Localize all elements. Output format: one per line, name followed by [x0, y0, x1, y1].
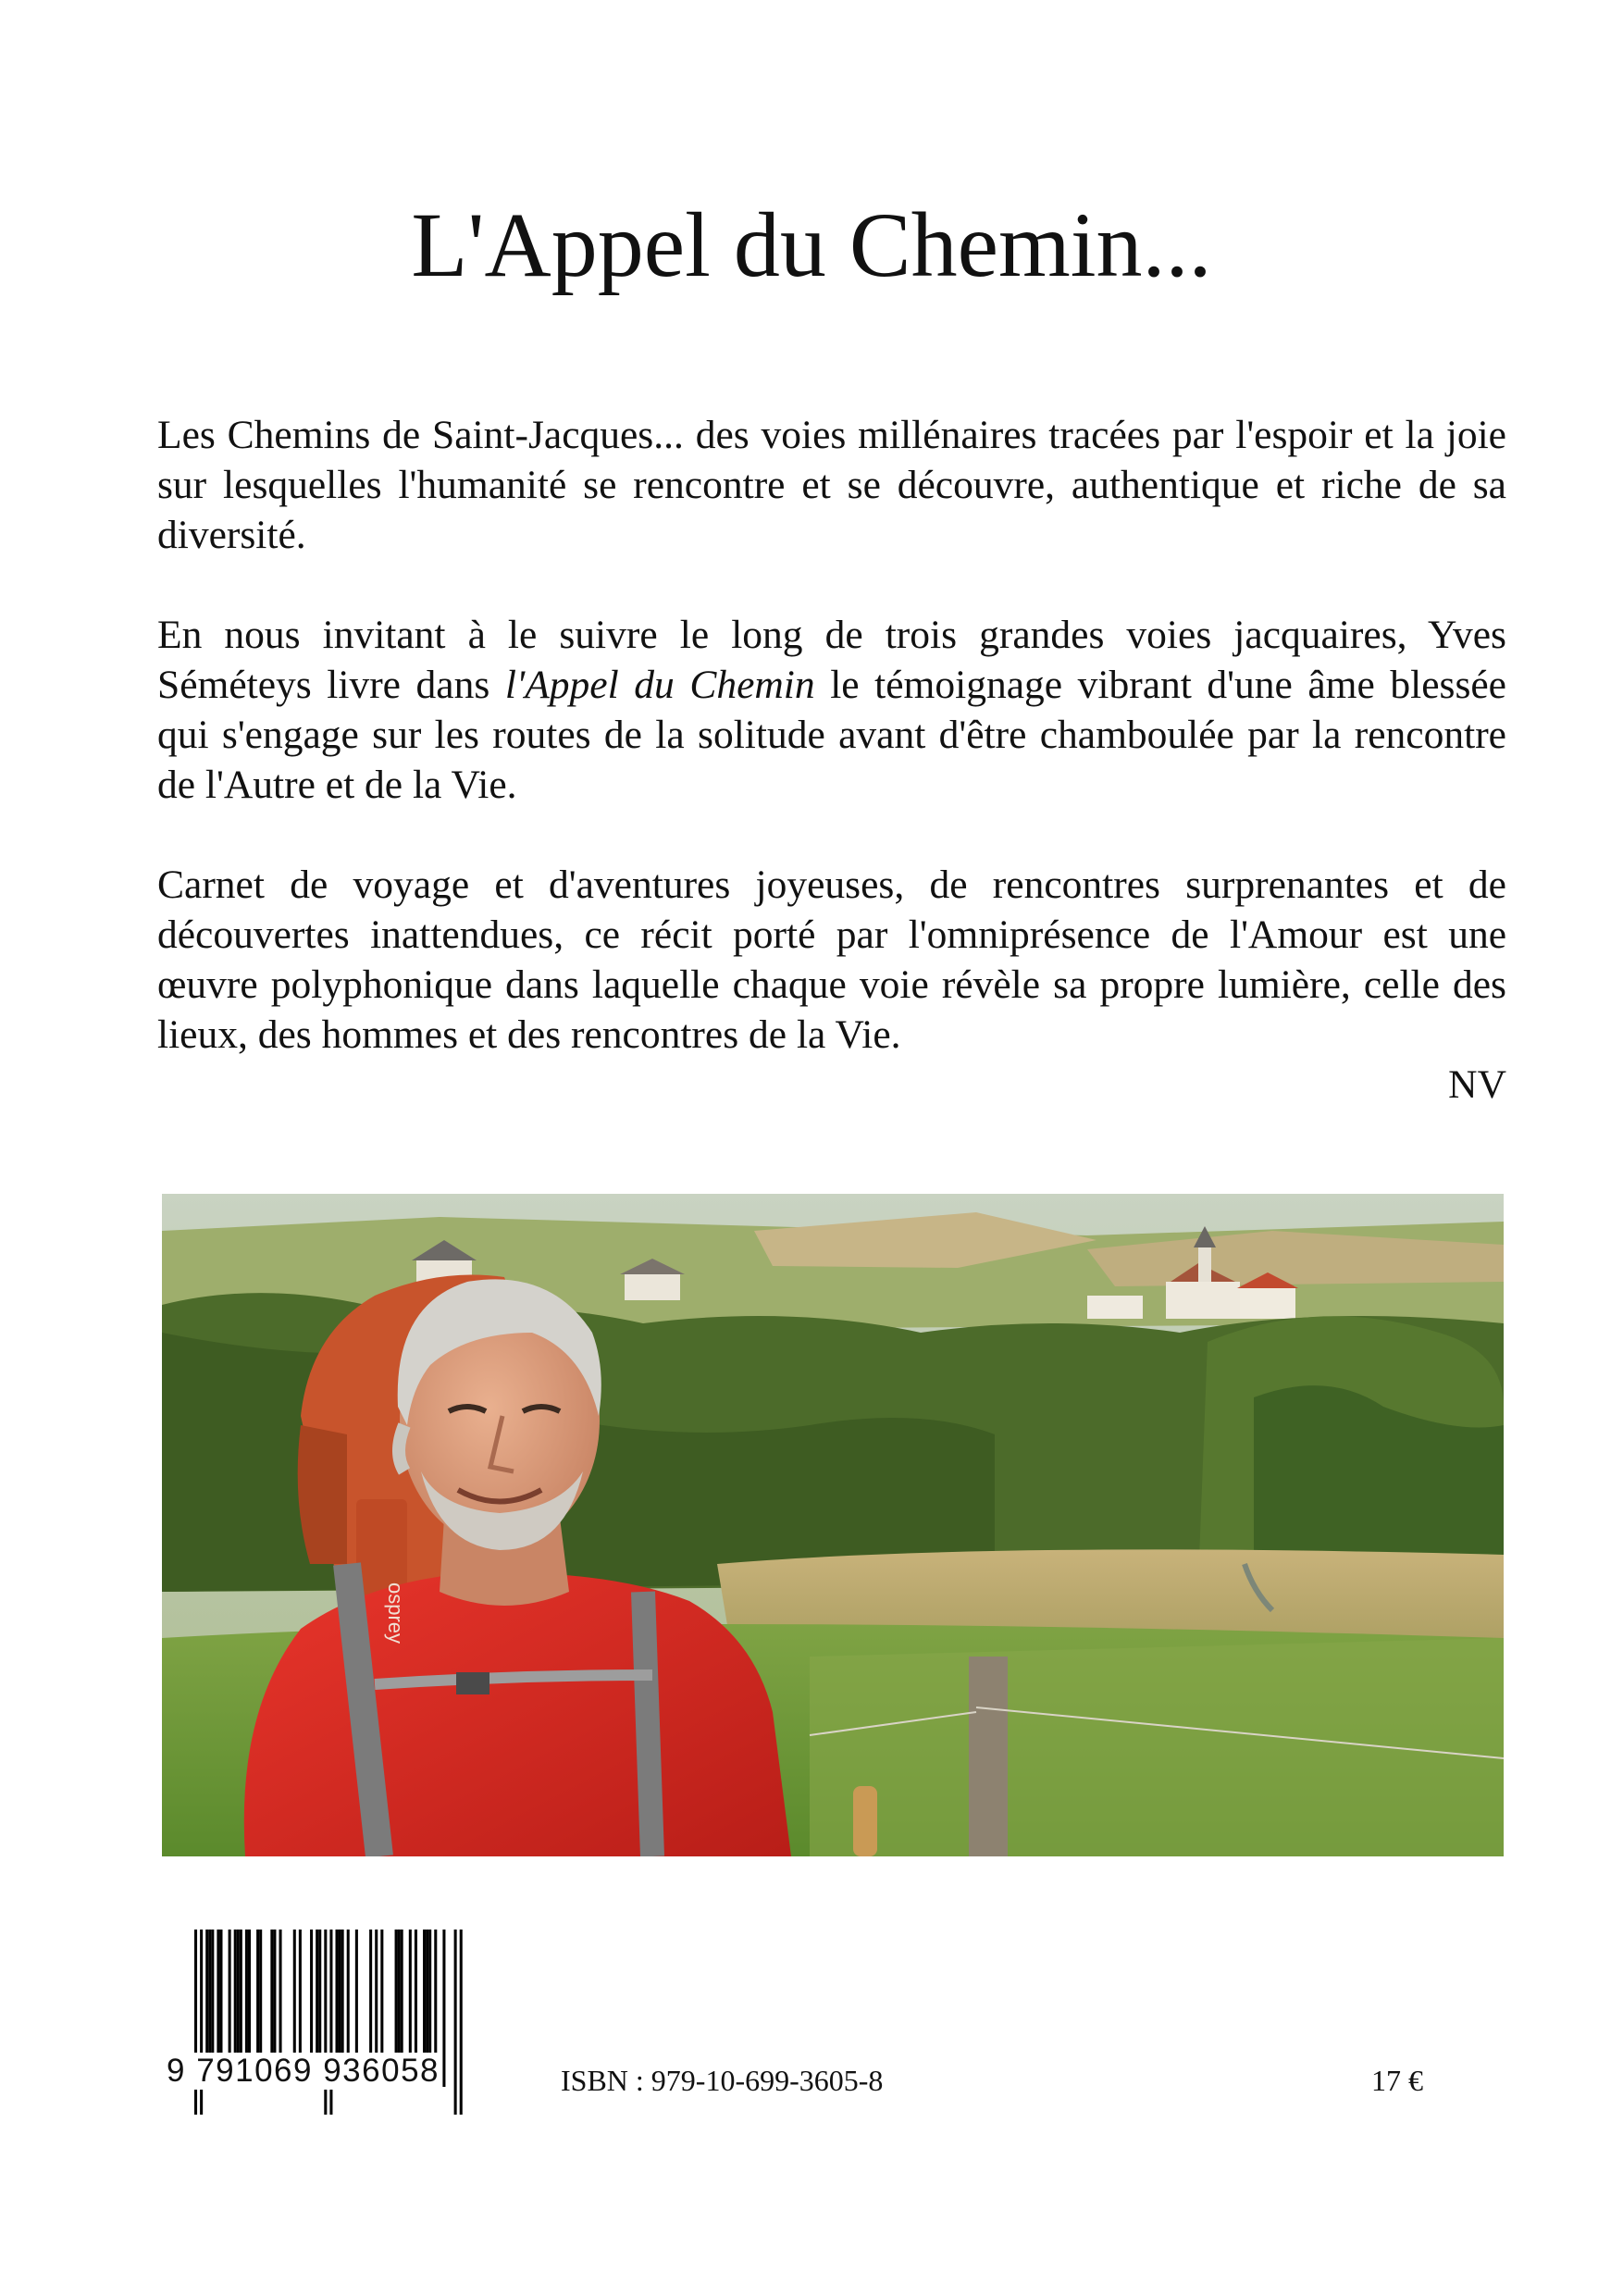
blurb-paragraph-2-start: En nous invitant à le suivre le long de trois grandes voies jacquaires, Yves Séméteys livre dans [157, 613, 1506, 707]
barcode [165, 1930, 498, 2119]
blurb-paragraph-2-end: le témoignage vibrant d'une âme blessée qui s'engage sur les routes de la solitude avant d'être chamboulée par la rencontre de l'Autre et de la Vie. [157, 663, 1506, 807]
backpack-logo: osprey [384, 1582, 407, 1644]
blurb-signature: NV [1448, 1062, 1506, 1107]
blurb-paragraph-2 [157, 610, 1506, 810]
book-title-italic: l'Appel du Chemin [504, 663, 815, 707]
barcode-bar [460, 1930, 463, 2115]
barcode-digits: 9 791069 936058 [167, 2053, 440, 2089]
author-photo [162, 1194, 1504, 1856]
price: 17 € [1371, 2064, 1423, 2097]
book-title: L'Appel du Chemin... [411, 193, 1212, 296]
barcode-bar [442, 1930, 445, 2087]
barcode-bar [454, 1930, 457, 2115]
blurb-paragraph-1: Les Chemins de Saint-Jacques... des voies millénaires tracées par l'espoir et la joie sur lesquelles l'humanité se rencontre et se découvre, authentique et riche de sa diversité. [157, 413, 1506, 557]
blurb-paragraph-3: Carnet de voyage et d'aventures joyeuses, de rencontres surprenantes et de découvertes inattendues, ce récit porté par l'omniprésence de l'Amour est une œuvre polyphonique dans laquelle chaque voie révèle sa propre lumière, celle des lieux, des hommes et des rencontres de la Vie. [157, 863, 1506, 1057]
isbn: ISBN : 979-10-699-3605-8 [561, 2064, 884, 2097]
back-cover-blurb [157, 410, 1506, 1110]
